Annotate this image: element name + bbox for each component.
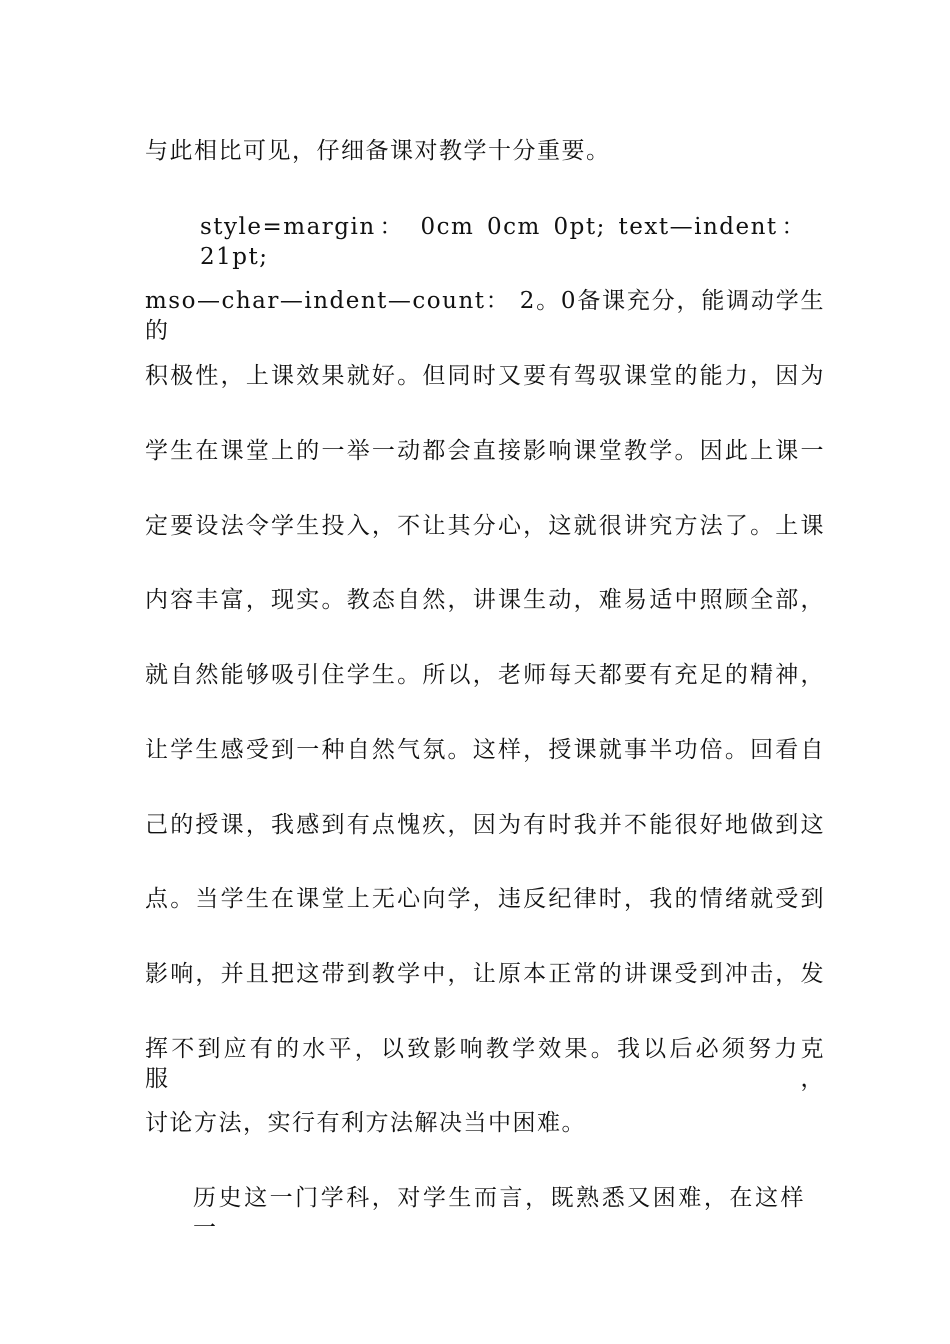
text-line-10: 己的授课，我感到有点愧疚，因为有时我并不能很好地做到这 [145, 812, 825, 838]
text-line-4: 积极性，上课效果就好。但同时又要有驾驭课堂的能力，因为 [145, 363, 825, 389]
text-line-12: 影响，并且把这带到教学中，让原本正常的讲课受到冲击，发 [145, 961, 825, 987]
text-line-3: mso—char—indent—count： 2。0备课充分，能调动学生的 [145, 288, 825, 344]
text-line-9: 让学生感受到一种自然气氛。这样，授课就事半功倍。回看自 [145, 737, 825, 763]
text-line-1: 与此相比可见，仔细备课对教学十分重要。 [145, 138, 611, 164]
text-line-13: 挥不到应有的水平，以致影响教学效果。我以后必须努力克服， [145, 1036, 825, 1092]
text-line-6: 定要设法令学生投入，不让其分心，这就很讲究方法了。上课 [145, 513, 825, 539]
text-line-5: 学生在课堂上的一举一动都会直接影响课堂教学。因此上课一 [145, 438, 825, 464]
text-line-11: 点。当学生在课堂上无心向学，违反纪律时，我的情绪就受到 [145, 886, 825, 912]
text-line-15: 历史这一门学科，对学生而言，既熟悉又困难，在这样一 [193, 1185, 805, 1241]
text-line-14: 讨论方法，实行有利方法解决当中困难。 [145, 1110, 586, 1136]
text-line-8: 就自然能够吸引住学生。所以，老师每天都要有充足的精神， [145, 662, 825, 688]
text-line-7: 内容丰富，现实。教态自然，讲课生动，难易适中照顾全部， [145, 587, 825, 613]
text-line-2: style=margin： 0cm 0cm 0pt; text—indent： 21pt; [200, 214, 806, 270]
